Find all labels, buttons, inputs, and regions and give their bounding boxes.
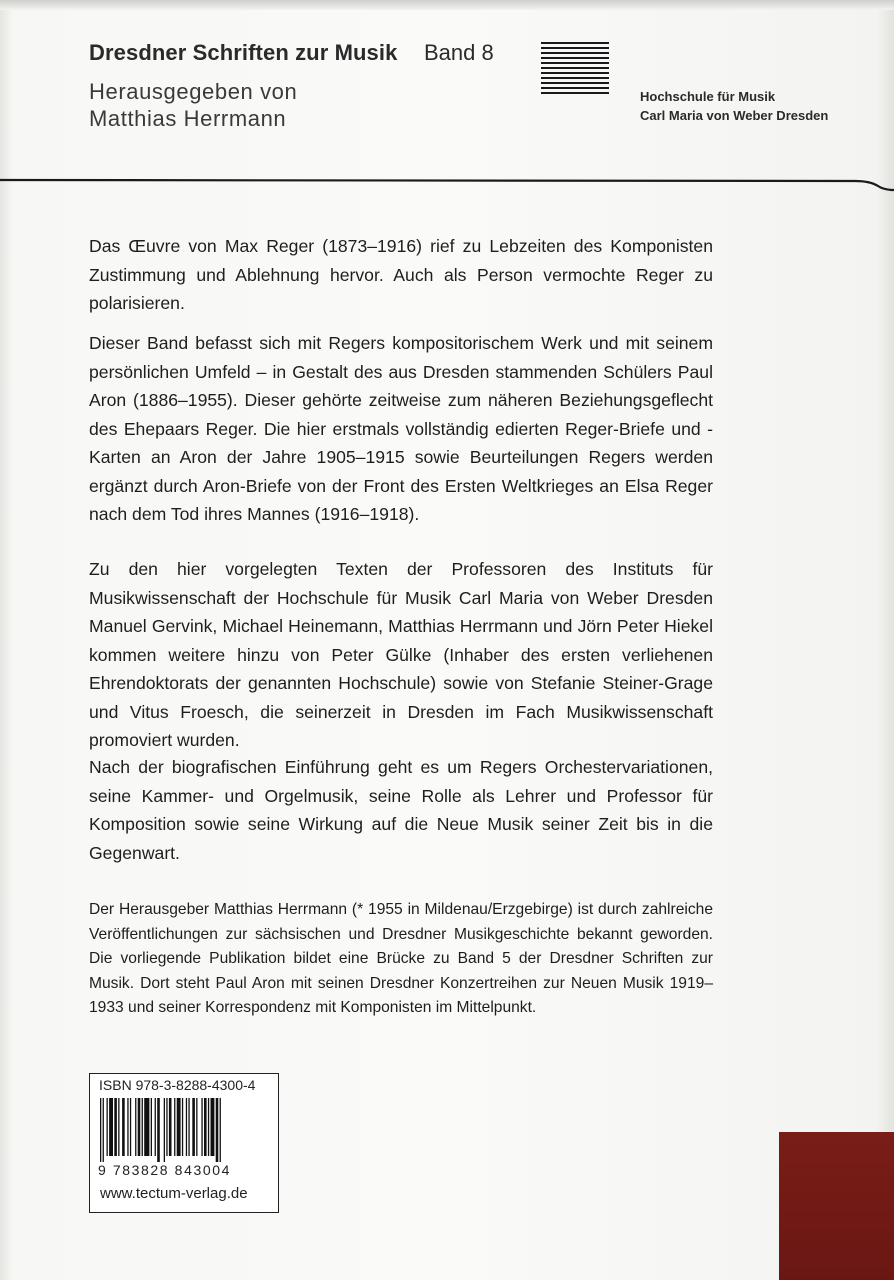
barcode-bar [204,1098,207,1156]
barcode-bar [157,1098,160,1162]
barcode-bar [155,1098,156,1156]
editor-line-1: Herausgegeben von [89,79,298,104]
cover-top-edge [0,0,894,10]
barcode-bar [192,1098,195,1156]
barcode-bar [138,1098,141,1156]
isbn-barcode [89,1073,279,1213]
publisher-website: www.tectum-verlag.de [100,1185,248,1202]
barcode-bar [208,1098,209,1156]
barcode-bar [130,1098,131,1156]
barcode-bar [177,1098,181,1156]
barcode-bar [188,1098,189,1156]
barcode-bar [107,1098,108,1156]
editor-line-2: Matthias Herrmann [89,106,287,131]
series-title: Dresdner Schriften zur Musik [89,40,398,65]
barcode-bar [118,1098,119,1156]
barcode-bar [174,1098,175,1156]
barcode-bar [164,1098,165,1162]
description-paragraph-3 [89,555,713,755]
header-divider [0,172,894,196]
description-paragraph-2 [89,329,713,529]
barcode-digits: 9 783828 843004 [98,1162,231,1178]
barcode-bar [135,1098,136,1156]
barcode-bar [211,1098,215,1156]
institution-line-2: Carl Maria von Weber Dresden [640,108,829,123]
barcode-bar [166,1098,167,1156]
barcode-bar [122,1098,125,1156]
about-editor-paragraph: Der Herausgeber Matthias Herrmann (* 1955 in Mildenau/Erzgebirge) ist durch zahlreiche Veröffentlichungen zur sächsischen und Dresdner Musikgeschichte bekannt geworden. Die vorliegende Publikation bildet eine Brücke zu Band 5 der Dresdner Schriften zur Musik. Dort steht Paul Aron mit seinen Dresdner Konzertreihen zur Neuen Musik 1919–1933 und seiner Korrespondenz mit Komponisten im Mittelpunkt. [89,901,713,1016]
isbn-label: ISBN 978-3-8288-4300-4 [99,1077,256,1093]
band-number: Band 8 [424,40,494,65]
barcode-bar [182,1098,183,1156]
paragraph-text: Zu den hier vorgelegten Texten der Professoren des Instituts für Musikwissenschaft der Hochschule für Musik Carl Maria von Weber Dresden Manuel Gervink, Michael Heinemann, Matthias Herrmann und Jörn Peter Hiekel kommen weitere hinzu von Peter Gülke (Inhaber des ersten verliehenen Ehrendoktorats der genannten Hochschule) sowie von Stefanie Steiner-Grage und Vitus Froesch, die seinerzeit in Dresden im Fach Musikwissenschaft promoviert wurden. [89,559,713,750]
barcode-bar [144,1098,149,1156]
paragraph-text: Das Œuvre von Max Reger (1873–1916) rief zu Lebzeiten des Komponisten Zustimmung und Ablehnung hervor. Auch als Person vermochte Reger zu polarisieren. [89,236,713,313]
paragraph-text: Dieser Band befasst sich mit Regers kompositorischem Werk und mit seinem persönlichen Umfeld – in Gestalt des aus Dresden stammenden Schülers Paul Aron (1886–1955). Dieser gehörte zeitweise zum näheren Beziehungsgeflecht des Ehepaars Reger. Die hier erstmals vollständig edierten Reger-Briefe und -Karten an Aron der Jahre 1905–1915 sowie Beurteilungen Regers werden ergänzt durch Aron-Briefe von der Front des Ersten Weltkrieges an Elsa Reger nach dem Tod ihres Mannes (1916–1918). [89,333,713,524]
barcode-bar [109,1098,113,1156]
barcode-bar [127,1098,128,1156]
barcode-bar [220,1098,221,1162]
horizontal-lines-logo-icon [541,42,609,100]
barcode-bars [98,1098,270,1162]
barcode-bar [186,1098,187,1156]
institution-line-1: Hochschule für Musik [640,89,776,104]
barcode-bar [201,1098,202,1156]
barcode-bar [103,1098,104,1162]
barcode-bar [142,1098,143,1156]
paragraph-text: Nach der biografischen Einführung geht es um Regers Orchestervariationen, seine Kammer- und Orgelmusik, seine Rolle als Lehrer und Professor für Komposition sowie seine Wirkung auf die Neue Musik seiner Zeit bis in die Gegenwart. [89,757,713,863]
barcode-bar [151,1098,152,1156]
barcode-bar [216,1098,219,1162]
spine-color-tab [779,1132,894,1280]
barcode-bar [100,1098,101,1162]
description-paragraph-1 [89,232,713,318]
description-paragraph-4 [89,753,713,867]
barcode-bar [196,1098,197,1156]
barcode-bar [169,1098,172,1156]
barcode-bar [114,1098,117,1156]
